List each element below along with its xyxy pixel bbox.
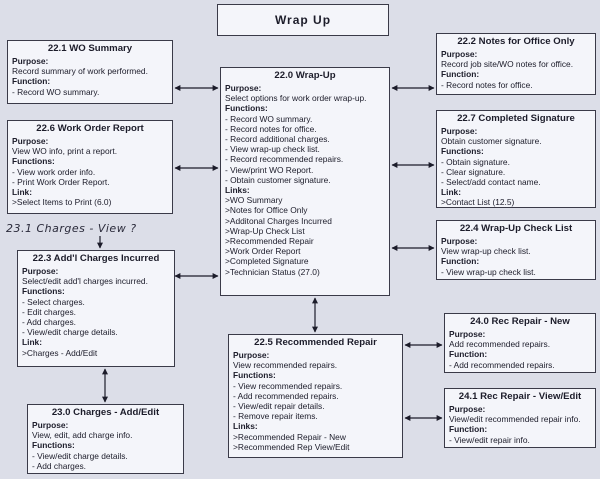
box-title: 22.6 Work Order Report [36,123,144,134]
function-item: - Add charges. [22,317,77,328]
function-item: - View wrap-up check list. [225,144,320,155]
box-work-order-report [7,120,173,214]
box-title: 22.2 Notes for Office Only [457,36,575,47]
box-charges-add-edit [27,404,184,474]
link-label: Link: [441,187,462,198]
purpose-text: Select/edit add'l charges incurred. [22,276,148,287]
function-item: - Add recommended repairs. [449,359,555,370]
box-wo-summary [7,40,173,104]
function-item: - Remove repair items. [233,411,318,422]
link-item: >Recommended Repair - New [233,431,346,442]
function-label: Function: [12,76,51,87]
box-title: 22.1 WO Summary [47,43,133,54]
function-item: - Record WO summary. [12,86,100,97]
function-item: - Obtain signature. [441,156,510,167]
function-label: Functions: [233,370,276,381]
function-item: - View/edit repair info. [449,434,530,445]
purpose-text: View recommended repairs. [233,360,338,371]
purpose-label: Purpose: [32,420,69,430]
link-item: >Notes for Office Only [225,205,308,216]
function-item: - Clear signature. [441,166,506,177]
link-label: Link: [22,337,43,348]
link-label: Links: [225,185,250,196]
box-title: 22.3 Add'l Charges Incurred [32,253,160,264]
function-item: - Add charges. [32,460,87,471]
box-rec-repair-new [444,313,596,373]
link-label: Links: [233,421,258,432]
function-item: - Record WO summary. [225,113,313,124]
purpose-text: View wrap-up check list. [441,246,531,257]
link-item: >Recommended Repair [225,236,314,247]
box-title: 24.0 Rec Repair - New [470,316,570,327]
function-label: Functions: [12,156,55,167]
box-rec-repair-view-edit [444,388,596,448]
function-label: Functions: [441,146,484,157]
function-item: - Print Work Order Report. [12,176,110,187]
box-title: 22.5 Recommended Repair [254,337,377,348]
box-title: 24.1 Rec Repair - View/Edit [458,391,582,402]
function-item: - Record recommended repairs. [225,154,344,165]
box-title: 22.0 Wrap-Up [274,70,336,81]
function-item: - View/edit charge details. [32,450,128,461]
link-item: >Additonal Charges Incurred [225,215,332,226]
function-item: - Edit charges. [22,306,76,317]
function-item: - Select charges. [22,296,85,307]
function-item: - Add recommended repairs. [233,390,339,401]
function-item: - View/edit repair details. [233,401,325,412]
purpose-label: Purpose: [12,56,49,66]
box-title: 22.7 Completed Signature [457,113,575,124]
purpose-label: Purpose: [225,83,262,93]
link-item: >Wrap-Up Check List [225,225,305,236]
purpose-text: Add recommended repairs. [449,339,551,350]
purpose-label: Purpose: [441,236,478,246]
box-title: 22.4 Wrap-Up Check List [459,223,573,234]
purpose-label: Purpose: [441,49,478,59]
purpose-label: Purpose: [449,404,486,414]
link-item: >Recommended Rep View/Edit [233,441,350,452]
function-label: Function: [441,69,480,80]
function-item: - View wrap-up check list. [441,266,536,277]
box-recommended-repair [228,334,403,458]
function-label: Functions: [225,103,268,114]
link-item: >Work Order Report [225,246,301,257]
function-item: - Record additional charges. [225,134,330,145]
function-item: - View work order info. [12,166,96,177]
link-item: >Contact List (12.5) [441,197,515,208]
purpose-text: Record job site/WO notes for office. [441,59,574,70]
box-addl-charges [17,250,175,367]
link-item: >Charges - Add/Edit [22,347,98,358]
function-item: - Select/add contact name. [441,177,541,188]
function-item: - View/edit charge details. [22,327,118,338]
purpose-label: Purpose: [233,350,270,360]
function-item: - View/print WO Report. [225,164,314,175]
function-label: Function: [441,256,480,267]
purpose-text: View/edit recommended repair info. [449,414,581,425]
box-wrap-up-check-list [436,220,596,280]
box-wrap-up [220,67,390,296]
purpose-text: Obtain customer signature. [441,136,542,147]
box-notes-for-office [436,33,596,95]
function-label: Function: [449,349,488,360]
link-item: >Select Items to Print (6.0) [12,197,112,208]
function-label: Function: [449,424,488,435]
link-label: Link: [12,187,33,198]
purpose-text: View WO info, print a report. [12,146,118,157]
function-label: Functions: [22,286,65,297]
purpose-text: View, edit, add charge info. [32,430,133,441]
purpose-label: Purpose: [12,136,49,146]
function-label: Functions: [32,440,75,451]
box-completed-signature [436,110,596,208]
handwritten-note: 23.1 Charges - View ? [6,222,137,235]
function-item: - Record notes for office. [441,79,533,90]
link-item: >Technician Status (27.0) [225,266,320,277]
purpose-label: Purpose: [22,266,59,276]
function-item: - Record notes for office. [225,123,317,134]
link-item: >Completed Signature [225,256,309,267]
diagram-title: Wrap Up [217,4,389,36]
box-title: 23.0 Charges - Add/Edit [51,407,160,418]
purpose-text: Select options for work order wrap-up. [225,93,367,104]
purpose-label: Purpose: [441,126,478,136]
function-item: - Obtain customer signature. [225,174,331,185]
link-item: >WO Summary [225,195,283,206]
purpose-text: Record summary of work performed. [12,66,148,77]
purpose-label: Purpose: [449,329,486,339]
function-item: - View recommended repairs. [233,380,343,391]
